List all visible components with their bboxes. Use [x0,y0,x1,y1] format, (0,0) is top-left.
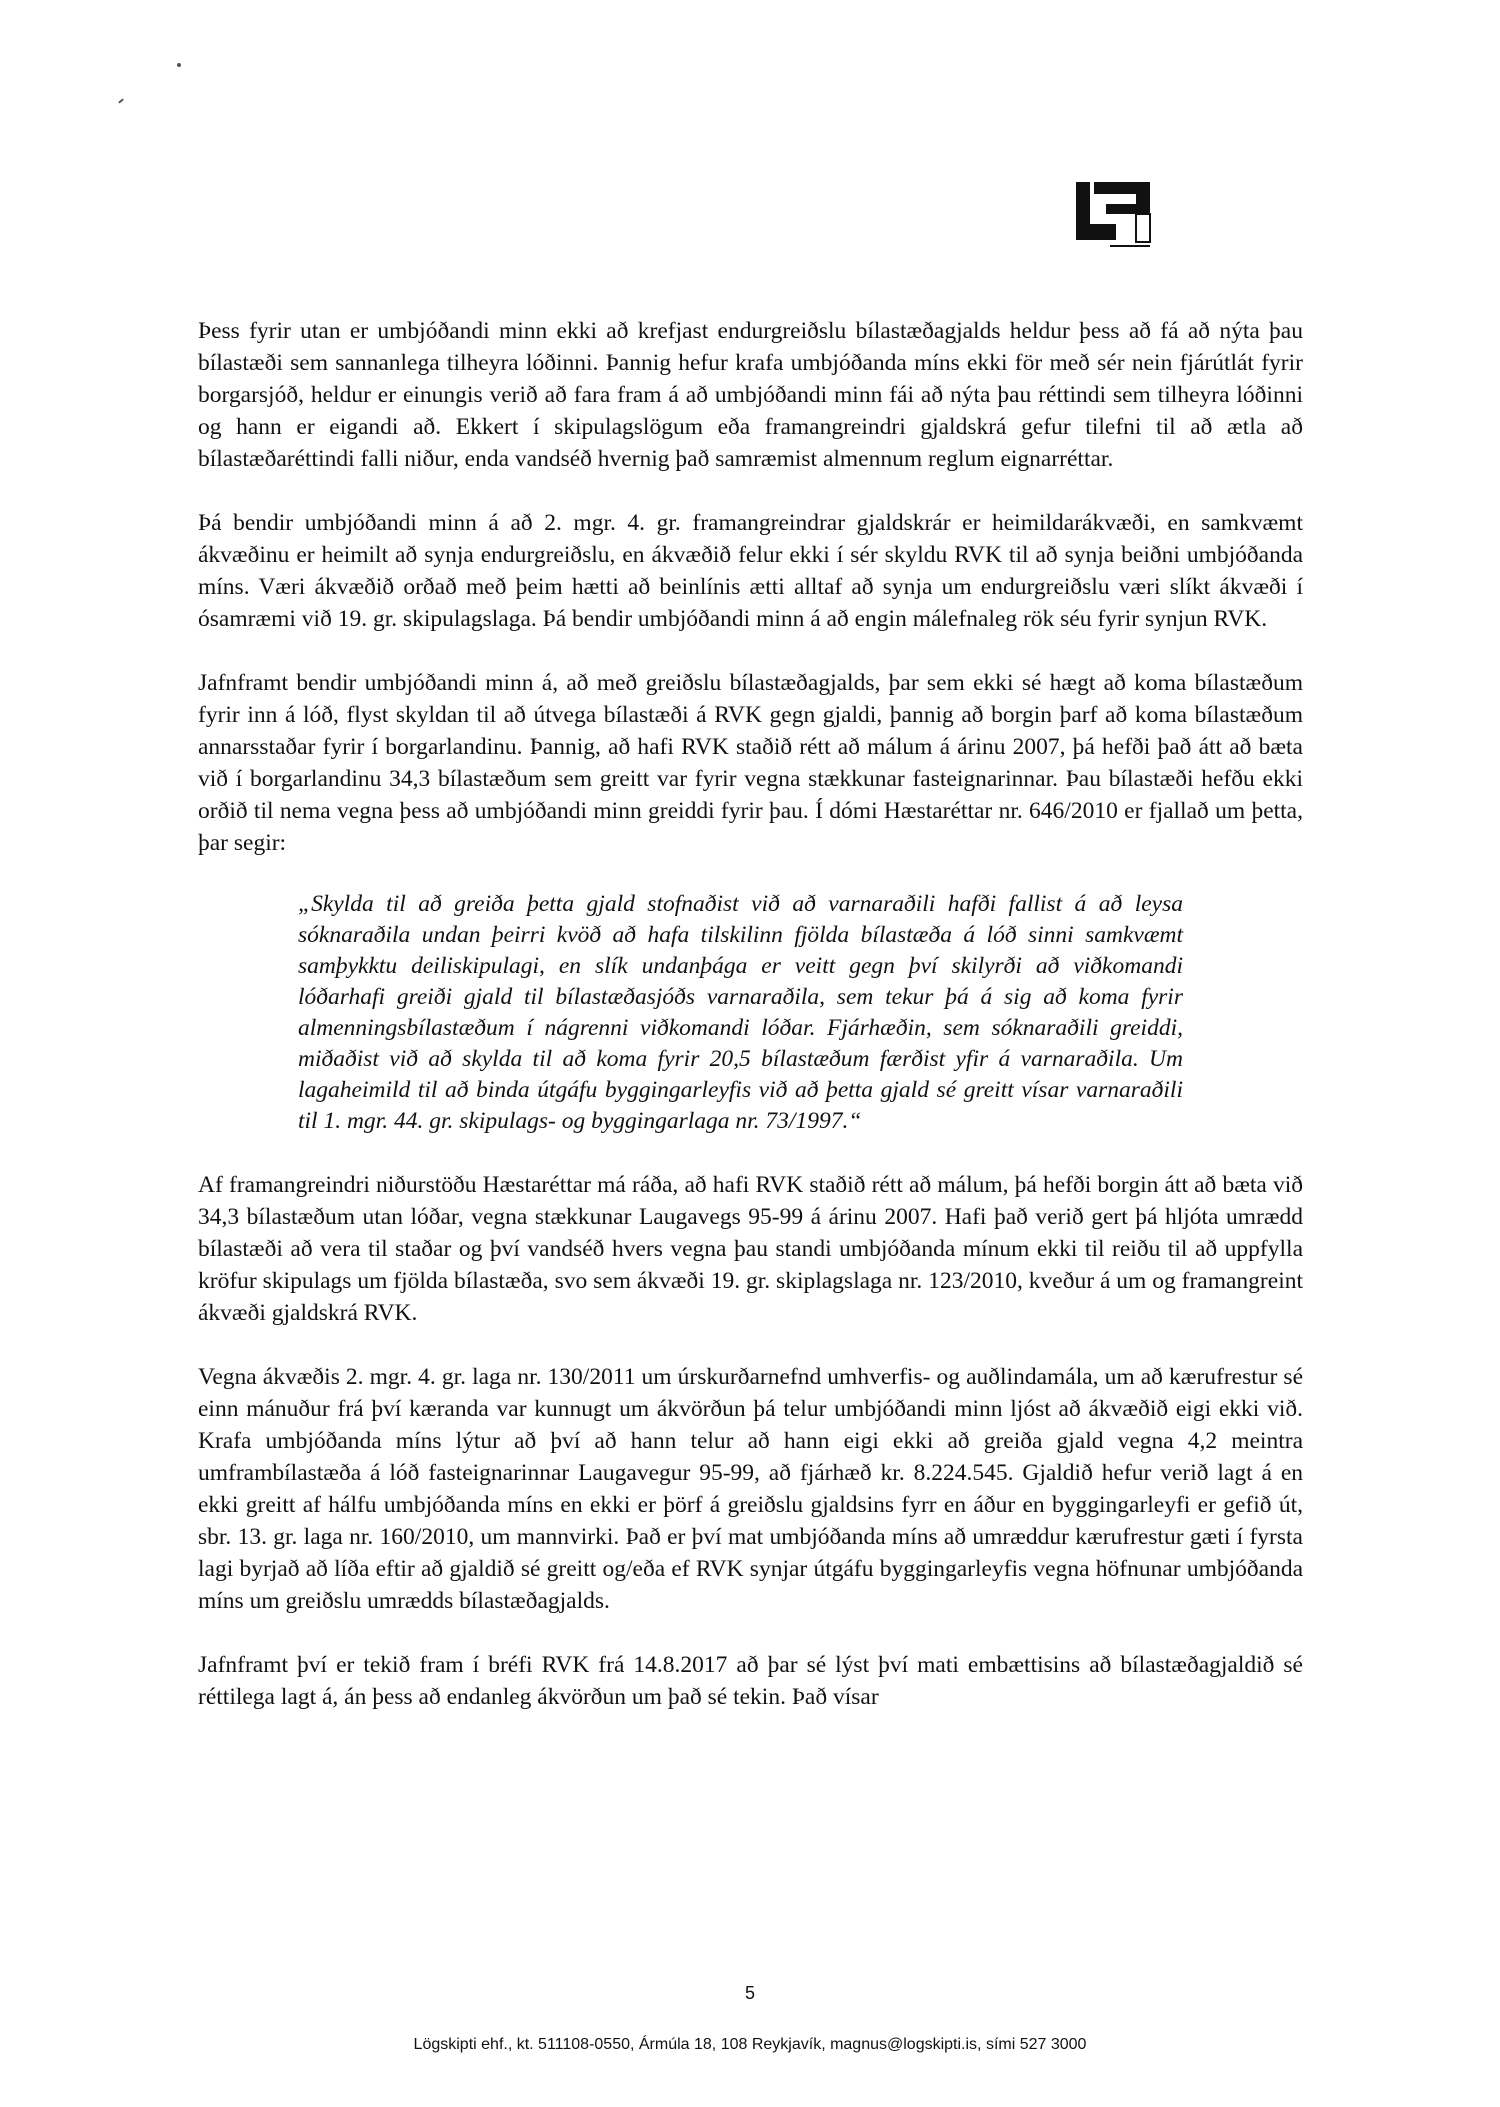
paragraph: Vegna ákvæðis 2. mgr. 4. gr. laga nr. 130/2011 um úrskurðarnefnd umhverfis- og auðlindamála, um að kærufrestur sé einn mánuður frá því kæranda var kunnugt um ákvörðun þá telur umbjóðandi minn ljóst að ákvæðið eigi ekki við. Krafa umbjóðanda míns lýtur að því að hann telur að hann eigi ekki að greiða gjald vegna 4,2 meintra umframbílastæða á lóð fasteignarinnar Laugavegur 95-99, að fjárhæð kr. 8.224.545. Gjaldið hefur verið lagt á en ekki greitt af hálfu umbjóðanda míns en ekki er þörf á greiðslu gjaldsins fyrr en áður en byggingarleyfi er gefið út, sbr. 13. gr. laga nr. 160/2010, um mannvirki. Það er því mat umbjóðanda míns að umræddur kærufrestur gæti í fyrsta lagi byrjað að líða eftir að gjaldið sé greitt og/eða ef RVK synjar útgáfu byggingarleyfis vegna höfnunar umbjóðanda míns um greiðslu umrædds bílastæðagjalds. [198,1364,1303,1614]
page-number: 5 [744,1983,755,2003]
paragraph: Af framangreindri niðurstöðu Hæstaréttar má ráða, að hafi RVK staðið rétt að málum, þá hefði borgin átt að bæta við 34,3 bílastæðum utan lóðar, vegna stækkunar Laugavegs 95-99 á árinu 2007. Hafi það verið gert þá hljóta umrædd bílastæði að vera til staðar og því vandséð hvers vegna þau standi umbjóðanda mínum ekki til reiðu til að uppfylla kröfur skipulags um fjölda bílastæða, svo sem ákvæði 19. gr. skiplagslaga nr. 123/2010, kveður á um og framangreint ákvæði gjaldskrá RVK. [198,1172,1303,1326]
logskipti-logo-icon [1070,180,1156,248]
paragraph: Þess fyrir utan er umbjóðandi minn ekki að krefjast endurgreiðslu bílastæðagjalds heldur þess að fá að nýta þau bílastæði sem sannanlega tilheyra lóðinni. Þannig hefur krafa umbjóðanda míns ekki för með sér nein fjárútlát fyrir borgarsjóð, heldur er einungis verið að fara fram á að umbjóðandi minn fái að nýta þau réttindi sem tilheyra lóðinni og hann er eigandi að. Ekkert í skipulagslögum eða framangreindri gjaldskrá gefur tilefni til að ætla að bílastæðaréttindi falli niður, enda vandséð hvernig það samræmist almennum reglum eignarréttar. [198,318,1303,472]
court-quote: „Skylda til að greiða þetta gjald stofnaðist við að varnaraðili hafði fallist á að leysa sóknaraðila undan þeirri kvöð að hafa tilskilinn fjölda bílastæða á lóð sinni samkvæmt samþykktu deiliskipulagi, en slík undanþága er veitt gegn því skilyrði að viðkomandi lóðarhafi greiði gjald til bílastæðasjóðs varnaraðila, sem tekur þá á sig að koma fyrir almenningsbílastæðum í nágrenni viðkomandi lóðar. Fjárhæðin, sem sóknaraðili greiddi, miðaðist við að skylda til að koma fyrir 20,5 bílastæðum færðist yfir á varnaraðila. Um lagaheimild til að binda útgáfu byggingarleyfis við að þetta gjald sé greitt vísar varnaraðili til 1. mgr. 44. gr. skipulags- og byggingarlaga nr. 73/1997.“ [298,891,1183,1134]
paragraph: Þá bendir umbjóðandi minn á að 2. mgr. 4. gr. framangreindrar gjaldskrár er heimildarákvæði, en samkvæmt ákvæðinu er heimilt að synja endurgreiðslu, en ákvæðið felur ekki í sér skyldu RVK til að synja beiðni umbjóðanda míns. Væri ákvæðið orðað með þeim hætti að beinlínis ætti alltaf að synja um endurgreiðslu væri slíkt ákvæði í ósamræmi við 19. gr. skipulagslaga. Þá bendir umbjóðandi minn á að engin málefnaleg rök séu fyrir synjun RVK. [198,510,1303,632]
paragraph: Jafnframt bendir umbjóðandi minn á, að með greiðslu bílastæðagjalds, þar sem ekki sé hægt að koma bílastæðum fyrir inn á lóð, flyst skyldan til að útvega bílastæði á RVK gegn gjaldi, þannig að borgin þarf að koma bílastæðum annarsstaðar fyrir í borgarlandinu. Þannig, að hafi RVK staðið rétt að málum á árinu 2007, þá hefði það átt að bæta við í borgarlandinu 34,3 bílastæðum sem greitt var fyrir vegna stækkunar fasteignarinnar. Þau bílastæði hefðu ekki orðið til nema vegna þess að umbjóðandi minn greiddi fyrir þau. Í dómi Hæstaréttar nr. 646/2010 er fjallað um þetta, þar segir: [198,670,1303,856]
scan-mark [118,98,124,103]
paragraph: Jafnframt því er tekið fram í bréfi RVK frá 14.8.2017 að þar sé lýst því mati embættisins að bílastæðagjaldið sé réttilega lagt á, án þess að endanleg ákvörðun um það sé tekin. Það vísar [198,1652,1303,1710]
footer-address: Lögskipti ehf., kt. 511108-0550, Ármúla 18, 108 Reykjavík, magnus@logskipti.is, sími 527 3000 [413,2036,1087,2053]
scan-speck [177,63,181,67]
letter-body [198,315,1303,1713]
